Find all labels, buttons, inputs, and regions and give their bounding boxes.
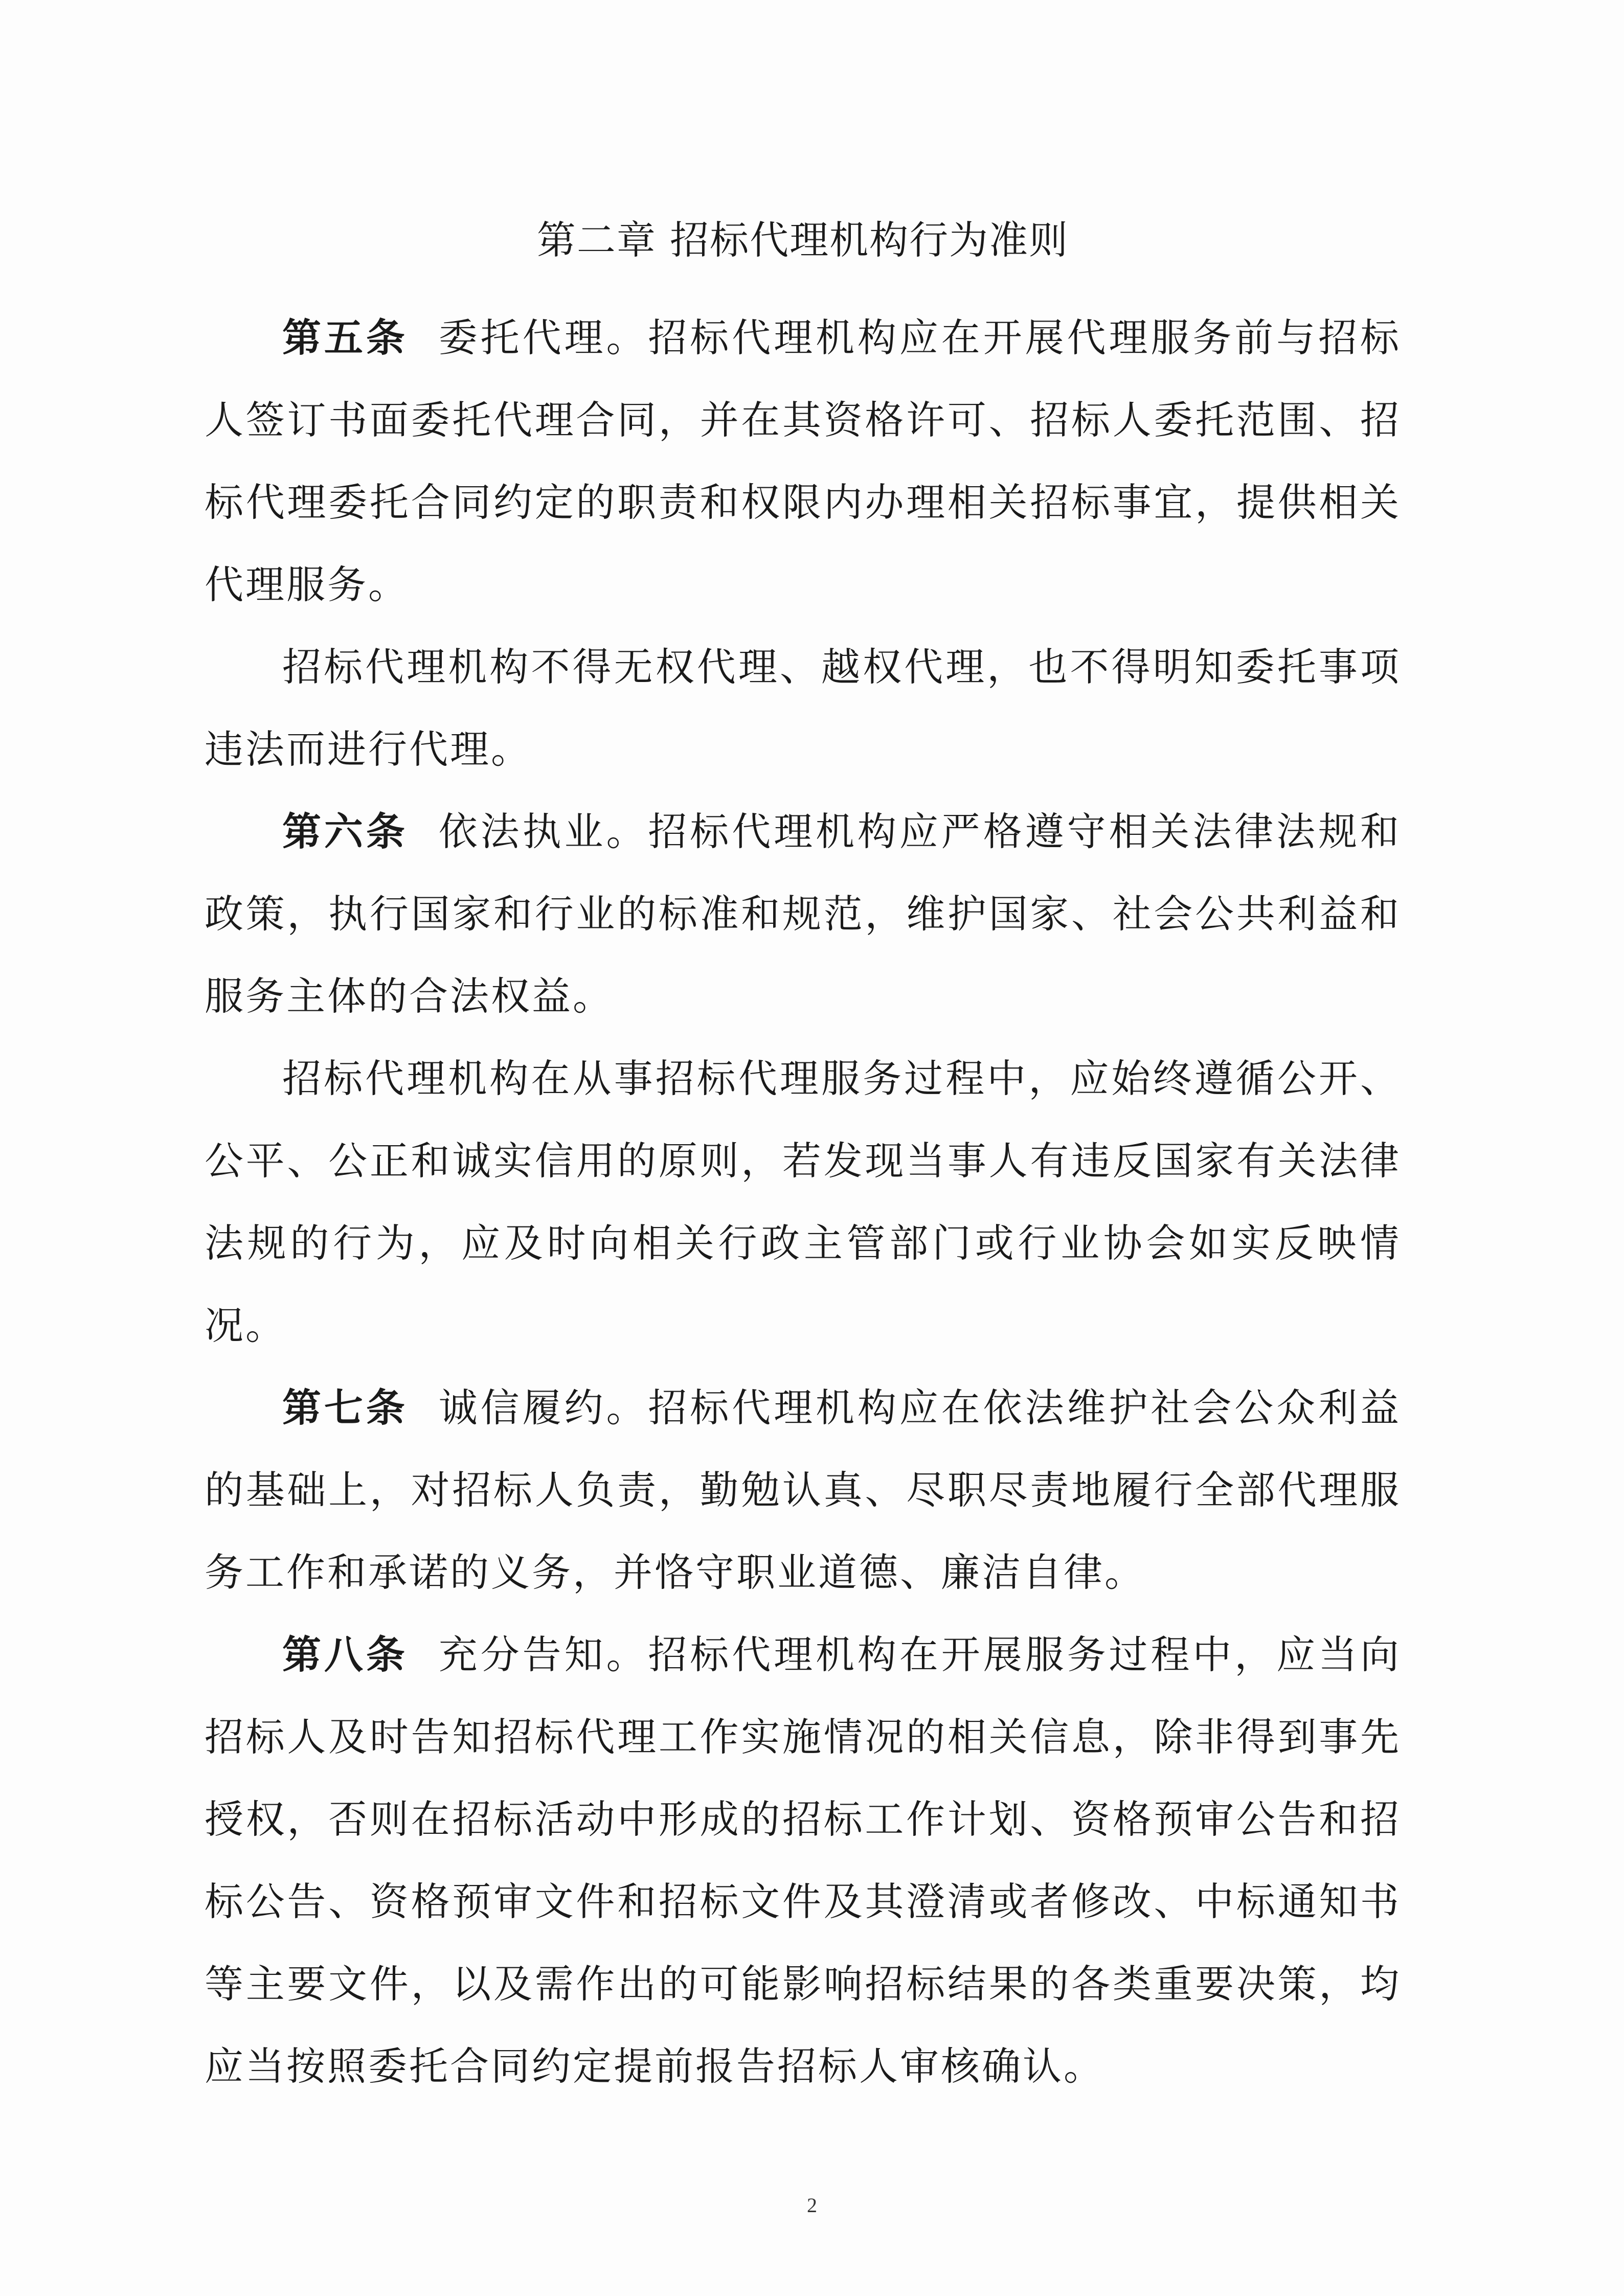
paragraph-text: 招标代理机构在从事招标代理服务过程中，应始终遵循公开、公平、公正和诚实信用的原则，若发现当事人有违反国家有关法律法规的行为，应及时向相关行政主管部门或行业协会如实反映情况。 (205, 1056, 1401, 1348)
paragraph-text: 依法执业。招标代理机构应严格遵守相关法律法规和政策，执行国家和行业的标准和规范，维护国家、社会公共利益和服务主体的合法权益。 (205, 809, 1402, 1019)
paragraph-text: 充分告知。招标代理机构在开展服务过程中，应当向招标人及时告知招标代理工作实施情况的相关信息，除非得到事先授权，否则在招标活动中形成的招标工作计划、资格预审公告和招标公告、资格预审文件和招标文件及其澄清或者修改、中标通知书等主要文件，以及需作出的可能影响招标结果的各类重要决策，均应当按照委托合同约定提前报告招标人审核确认。 (205, 1632, 1402, 2089)
paragraph-text: 委托代理。招标代理机构应在开展代理服务前与招标人签订书面委托代理合同，并在其资格许可、招标人委托范围、招标代理委托合同约定的职责和权限内办理相关招标事宜，提供相关代理服务。 (205, 315, 1402, 607)
paragraph-article-5 (205, 297, 1401, 626)
paragraph-text: 招标代理机构不得无权代理、越权代理，也不得明知委托事项违法而进行代理。 (205, 644, 1401, 772)
paragraph-text: 诚信履约。招标代理机构应在依法维护社会公众利益的基础上，对招标人负责，勤勉认真、尽职尽责地履行全部代理服务工作和承诺的义务，并恪守职业道德、廉洁自律。 (205, 1385, 1402, 1595)
article-number: 第七条 (282, 1385, 408, 1430)
chapter-title: 第二章 招标代理机构行为准则 (536, 217, 1069, 263)
paragraph-article-6-cont (205, 1037, 1401, 1367)
page-number: 2 (807, 2194, 817, 2217)
article-number: 第六条 (282, 809, 408, 854)
document-body (205, 215, 1401, 2107)
paragraph-article-5-cont (205, 626, 1401, 790)
article-number: 第八条 (282, 1632, 408, 1677)
article-number: 第五条 (282, 315, 408, 360)
paragraph-article-7 (205, 1367, 1401, 1613)
paragraph-article-8 (205, 1613, 1401, 2107)
paragraph-article-6 (205, 790, 1401, 1037)
